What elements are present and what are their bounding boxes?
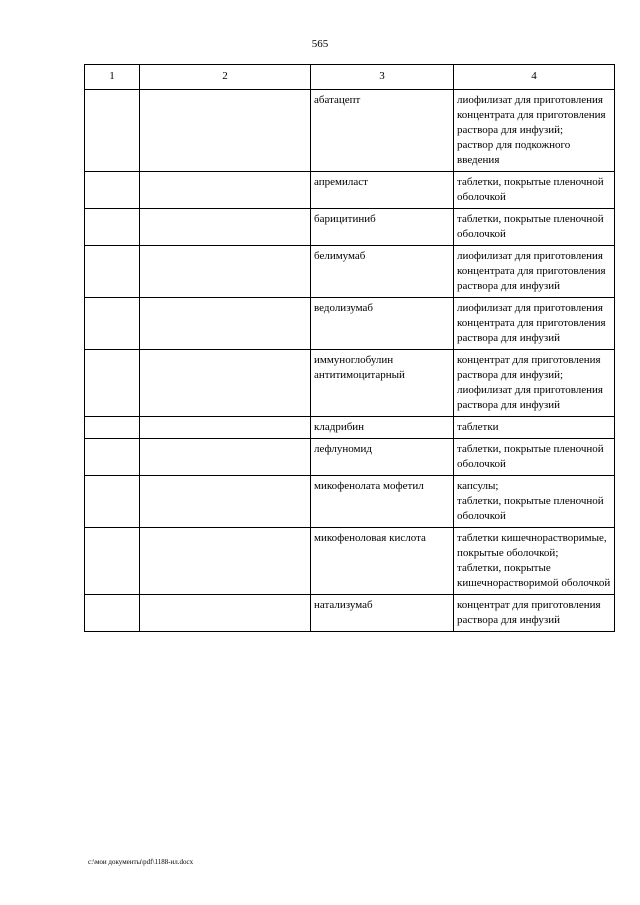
row-group-cell: [140, 476, 311, 528]
table-row: [85, 439, 615, 476]
row-group-cell: [140, 528, 311, 595]
table-row: [85, 172, 615, 209]
drug-name-cell: кладрибин: [311, 417, 454, 439]
drug-name-cell: ведолизумаб: [311, 298, 454, 350]
table-row: [85, 298, 615, 350]
row-code-cell: [85, 172, 140, 209]
row-code-cell: [85, 528, 140, 595]
drug-name-cell: барицитиниб: [311, 209, 454, 246]
dosage-form-line: таблетки, покрытые пленочной оболочкой: [457, 213, 604, 240]
header-col-1: 1: [85, 65, 140, 90]
dosage-form-line: лиофилизат для приготовления концентрата для приготовления раствора для инфузий: [457, 250, 606, 292]
dosage-form-cell: [454, 476, 615, 528]
drug-name-cell: микофеноловая кислота: [311, 528, 454, 595]
row-group-cell: [140, 417, 311, 439]
dosage-form-line: таблетки, покрытые пленочной оболочкой: [457, 495, 604, 522]
dosage-form-cell: [454, 350, 615, 417]
row-code-cell: [85, 439, 140, 476]
drug-name-cell: белимумаб: [311, 246, 454, 298]
header-col-3: 3: [311, 65, 454, 90]
row-code-cell: [85, 246, 140, 298]
drug-name-cell: иммуноглобулин антитимоцитарный: [311, 350, 454, 417]
footer-file-path: c:\мои документы\pdf\1188-ил.docx: [88, 858, 194, 866]
row-group-cell: [140, 350, 311, 417]
drug-name-cell: лефлуномид: [311, 439, 454, 476]
dosage-form-cell: [454, 209, 615, 246]
dosage-form-line: концентрат для приготовления раствора для инфузий: [457, 599, 601, 626]
page-number: 565: [311, 38, 329, 50]
dosage-form-cell: [454, 528, 615, 595]
dosage-form-line: лиофилизат для приготовления концентрата для приготовления раствора для инфузий;: [457, 94, 606, 136]
header-col-2: 2: [140, 65, 311, 90]
dosage-form-cell: [454, 90, 615, 172]
header-col-4: 4: [454, 65, 615, 90]
table-row: [85, 90, 615, 172]
dosage-form-line: капсулы;: [457, 480, 499, 492]
table-header-row: [85, 65, 615, 90]
dosage-form-line: лиофилизат для приготовления раствора для инфузий: [457, 384, 603, 411]
drug-table: [84, 64, 615, 632]
table-row: [85, 209, 615, 246]
dosage-form-cell: [454, 246, 615, 298]
row-code-cell: [85, 90, 140, 172]
dosage-form-cell: [454, 439, 615, 476]
table-row: [85, 476, 615, 528]
row-group-cell: [140, 439, 311, 476]
dosage-form-cell: [454, 417, 615, 439]
dosage-form-cell: [454, 172, 615, 209]
dosage-form-cell: [454, 298, 615, 350]
table-row: [85, 417, 615, 439]
row-group-cell: [140, 90, 311, 172]
row-code-cell: [85, 476, 140, 528]
table-row: [85, 350, 615, 417]
drug-name-cell: микофенолата мофетил: [311, 476, 454, 528]
row-code-cell: [85, 209, 140, 246]
row-code-cell: [85, 298, 140, 350]
dosage-form-line: таблетки: [457, 421, 499, 433]
dosage-form-line: концентрат для приготовления раствора для инфузий;: [457, 354, 601, 381]
row-code-cell: [85, 595, 140, 632]
dosage-form-line: лиофилизат для приготовления концентрата для приготовления раствора для инфузий: [457, 302, 606, 344]
dosage-form-line: таблетки, покрытые пленочной оболочкой: [457, 443, 604, 470]
row-code-cell: [85, 417, 140, 439]
dosage-form-line: раствор для подкожного введения: [457, 139, 571, 166]
row-group-cell: [140, 246, 311, 298]
row-group-cell: [140, 209, 311, 246]
dosage-form-line: таблетки, покрытые пленочной оболочкой: [457, 176, 604, 203]
row-group-cell: [140, 172, 311, 209]
table-row: [85, 595, 615, 632]
row-group-cell: [140, 595, 311, 632]
table-row: [85, 246, 615, 298]
drug-name-cell: абатацепт: [311, 90, 454, 172]
table-row: [85, 528, 615, 595]
drug-name-cell: натализумаб: [311, 595, 454, 632]
row-code-cell: [85, 350, 140, 417]
drug-name-cell: апремиласт: [311, 172, 454, 209]
row-group-cell: [140, 298, 311, 350]
dosage-form-cell: [454, 595, 615, 632]
dosage-form-line: таблетки кишечнорастворимые, покрытые оболочкой;: [457, 532, 607, 559]
dosage-form-line: таблетки, покрытые кишечнорастворимой оболочкой: [457, 562, 611, 589]
